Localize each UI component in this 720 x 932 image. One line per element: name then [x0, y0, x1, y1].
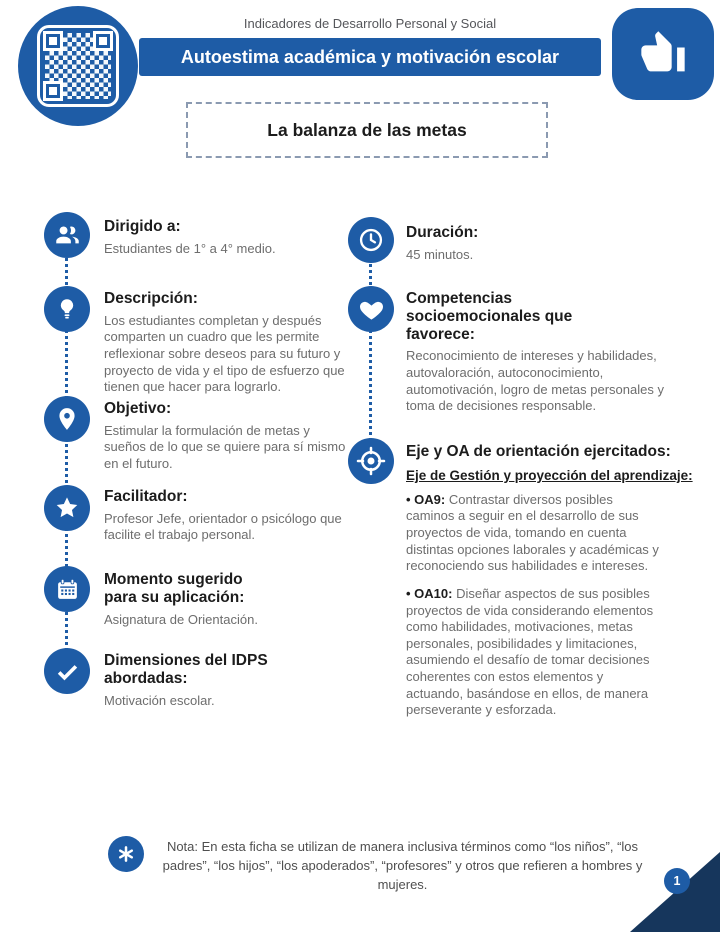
oa9-label: • OA9: — [406, 491, 446, 507]
section-title: Competencias socioemocionales que favorece: — [406, 290, 573, 343]
banner-title: Autoestima académica y motivación escolar — [139, 38, 601, 76]
section-duracion — [406, 224, 668, 263]
activity-title: La balanza de las metas — [267, 119, 467, 140]
section-objetivo — [104, 400, 348, 473]
section-title: Objetivo: — [104, 400, 172, 417]
users-icon — [44, 212, 90, 258]
checkmark-icon — [44, 648, 90, 694]
qr-code — [37, 25, 119, 107]
users-glyph — [54, 222, 81, 249]
page-number-badge: 1 — [664, 868, 690, 894]
oa10-text: Diseñar aspectos de sus posibles proyectos de vida considerando elementos como habilidades, motivaciones, metas personales, posibilidades y limitaciones, asumiendo el desafío de tomar decisiones coherentes con estos elementos y actuando, basándose en ellos, de manera perseverante y esforzada. — [406, 585, 654, 718]
asterisk-glyph — [116, 844, 136, 864]
section-body: Los estudiantes completan y después comparten un cuadro que les permite reflexionar sobre deseos para su futuro y proyecto de vida y el tipo de esfuerzo que tienen que hacer para lograrlo. — [104, 312, 345, 395]
inclusive-language-note: Nota: En esta ficha se utilizan de manera inclusiva términos como “los niños”, “los padres”, “los hijos”, “los apoderados”, “profesores” y otros que refieren a hombres y mujeres. — [162, 839, 643, 892]
heart-icon — [348, 286, 394, 332]
section-body: Reconocimiento de intereses y habilidades, autovaloración, autoconocimiento, automotivación, logro de metas personales y toma de decisiones responsable. — [406, 348, 664, 414]
checkmark-glyph — [54, 658, 81, 685]
clock-glyph — [357, 226, 385, 254]
section-dirigido-a — [104, 218, 348, 257]
heart-glyph — [358, 296, 385, 323]
section-body: Profesor Jefe, orientador o psicólogo que facilite el trabajo personal. — [104, 510, 342, 543]
section-title: Dimensiones del IDPS abordadas: — [104, 652, 268, 687]
section-competencias — [406, 290, 668, 415]
thumbs-up-icon — [612, 8, 714, 100]
section-title: Descripción: — [104, 290, 198, 307]
qr-finder-top-left — [43, 31, 63, 51]
section-descripcion — [104, 290, 348, 396]
section-body: 45 minutos. — [406, 246, 474, 262]
section-title: Dirigido a: — [104, 218, 181, 235]
section-momento-sugerido — [104, 571, 348, 628]
section-body: Estimular la formulación de metas y sueños de lo que se quiere para sí mismo en el futuro. — [104, 422, 346, 472]
qr-finder-bottom-left — [43, 81, 63, 101]
right-connector-dotted-line — [369, 240, 372, 465]
section-body: Asignatura de Orientación. — [104, 611, 258, 627]
section-title: Facilitador: — [104, 488, 188, 505]
oa10-bullet — [406, 586, 661, 719]
asterisk-icon — [108, 836, 144, 872]
calendar-icon — [44, 566, 90, 612]
activity-title-box — [186, 102, 548, 158]
kicker-text: Indicadores de Desarrollo Personal y Social — [243, 16, 497, 31]
section-body: Motivación escolar. — [104, 692, 215, 708]
target-icon — [348, 438, 394, 484]
thumbs-up-glyph — [637, 28, 689, 80]
section-body: Estudiantes de 1° a 4° medio. — [104, 240, 276, 256]
section-title: Duración: — [406, 224, 479, 241]
section-facilitador — [104, 488, 348, 544]
target-glyph — [356, 446, 386, 476]
qr-code-badge — [18, 6, 138, 126]
oa9-text: Contrastar diversos posibles caminos a seguir en el desarrollo de sus proyectos de vida, tomando en cuenta distintas opciones laborales y académicas y reconociendo sus habilidades e intereses. — [406, 491, 659, 574]
section-title: Eje y OA de orientación ejercitados: — [406, 443, 671, 460]
location-pin-icon — [44, 396, 90, 442]
qr-finder-top-right — [93, 31, 113, 51]
section-eje-oa — [406, 443, 693, 730]
eje-subtitle: Eje de Gestión y proyección del aprendizaje: — [406, 467, 693, 483]
star-icon — [44, 485, 90, 531]
lightbulb-icon — [44, 286, 90, 332]
section-title: Momento sugerido para su aplicación: — [104, 571, 245, 606]
oa9-bullet — [406, 492, 661, 575]
section-dimensiones-idps — [104, 652, 348, 709]
clock-icon — [348, 217, 394, 263]
oa10-label: • OA10: — [406, 585, 453, 601]
lightbulb-glyph — [54, 296, 80, 322]
location-pin-glyph — [54, 406, 80, 432]
calendar-glyph — [55, 577, 80, 602]
star-glyph — [54, 495, 80, 521]
